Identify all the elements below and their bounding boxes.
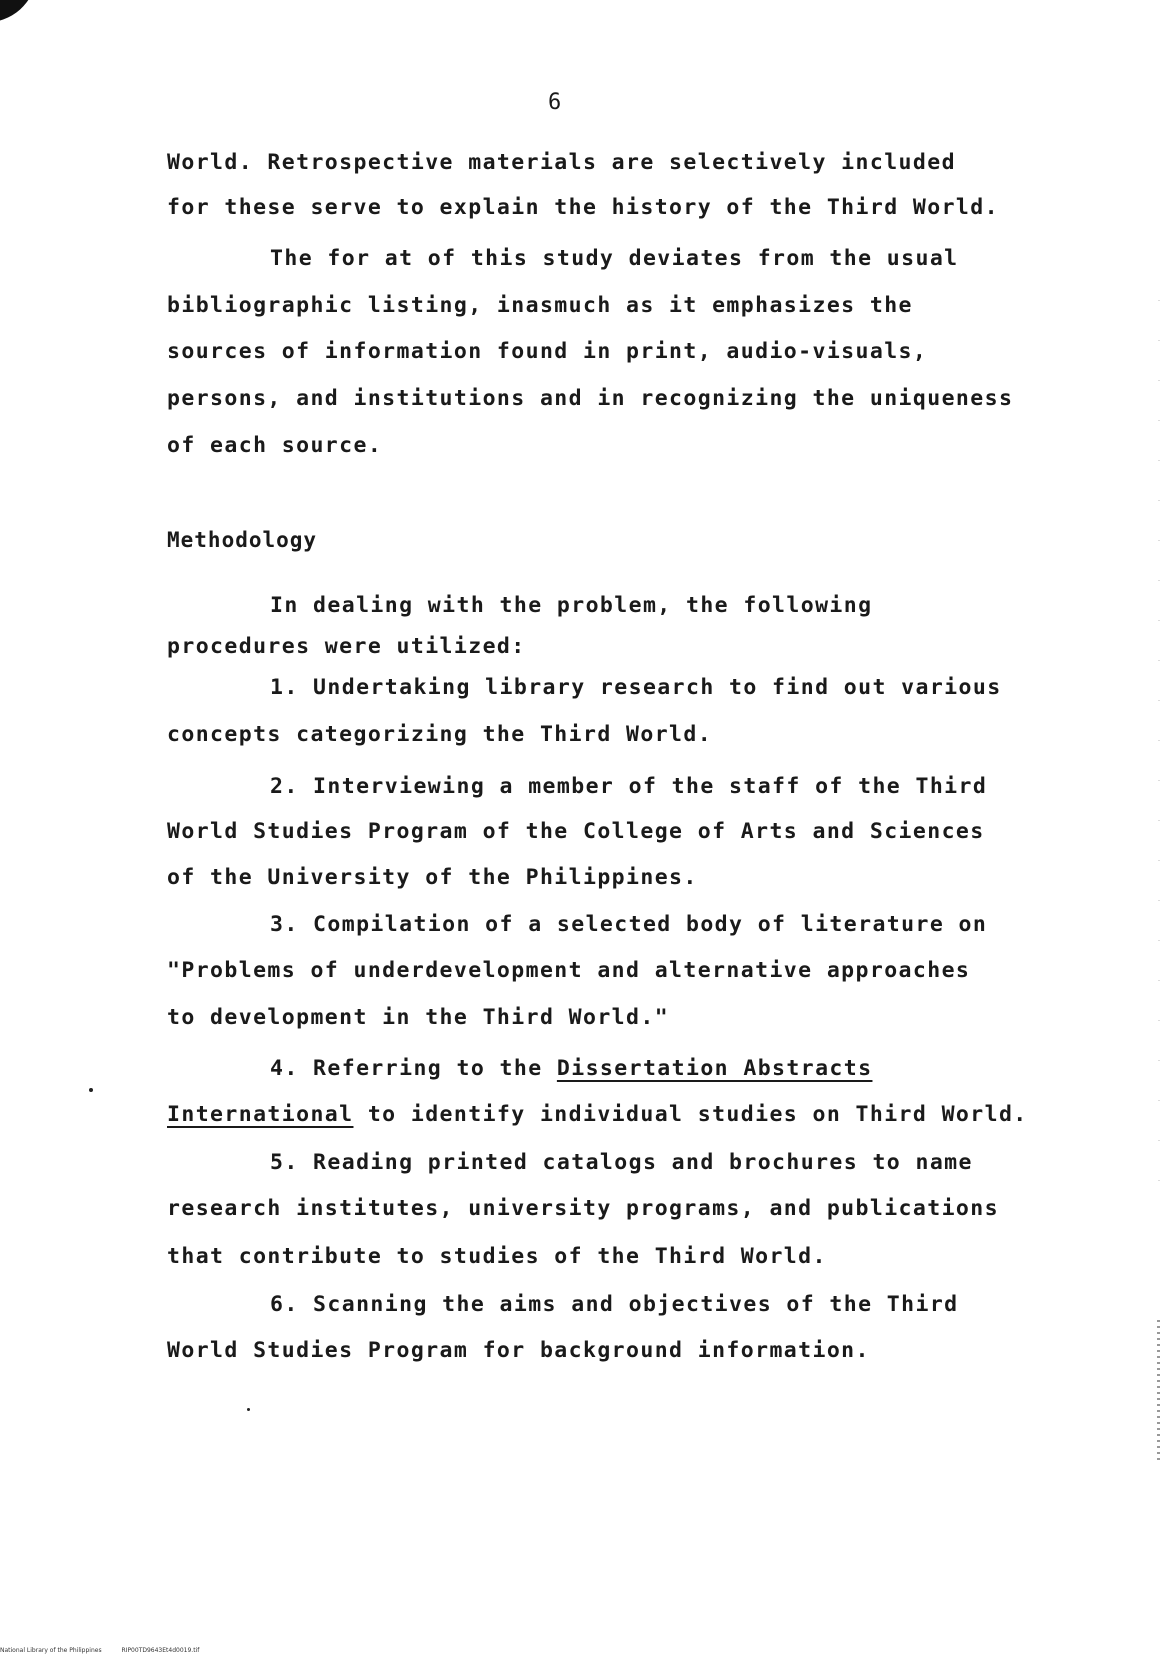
section-heading: Methodology bbox=[167, 528, 318, 552]
list-item-line: 2. Interviewing a member of the staff of the Third bbox=[270, 774, 988, 799]
scan-edge-artifact bbox=[1158, 300, 1160, 1200]
footer-source: National Library of the Philippines bbox=[0, 1647, 102, 1654]
list-item-line: World Studies Program of the College of Arts and Sciences bbox=[167, 819, 985, 844]
paragraph-line: World. Retrospective materials are selectively included bbox=[167, 150, 956, 175]
publication-title: Dissertation Abstracts bbox=[556, 1056, 873, 1081]
list-item-line: of the University of the Philippines. bbox=[167, 865, 698, 890]
list-item-line: 6. Scanning the aims and objectives of the Third bbox=[270, 1292, 959, 1317]
list-item-line bbox=[167, 1100, 1028, 1130]
page-number: 6 bbox=[548, 90, 562, 115]
list-item-line: "Problems of underdevelopment and alternative approaches bbox=[167, 958, 971, 983]
paragraph-line: The for at of this study deviates from the usual bbox=[270, 246, 959, 271]
paragraph-line: persons, and institutions and in recognizing the uniqueness bbox=[167, 386, 1014, 411]
list-item-line: to development in the Third World." bbox=[167, 1005, 670, 1030]
list-item-line bbox=[270, 1054, 872, 1084]
scan-edge-artifact bbox=[1157, 1320, 1160, 1460]
scan-speck bbox=[89, 1088, 93, 1092]
list-item-line: 5. Reading printed catalogs and brochures to name bbox=[270, 1150, 973, 1175]
list-item-text: to identify individual studies on Third World. bbox=[353, 1102, 1028, 1127]
paragraph-line: procedures were utilized: bbox=[167, 634, 526, 659]
paragraph-line: bibliographic listing, inasmuch as it emphasizes the bbox=[167, 293, 913, 318]
list-item-line: 1. Undertaking library research to find out various bbox=[270, 675, 1002, 700]
scan-corner-mark bbox=[0, 0, 43, 25]
scan-speck bbox=[247, 1408, 250, 1411]
list-item-line: research institutes, university programs, and publications bbox=[167, 1196, 999, 1221]
list-item-line: 3. Compilation of a selected body of literature on bbox=[270, 912, 988, 937]
list-item-line: that contribute to studies of the Third World. bbox=[167, 1244, 827, 1269]
paragraph-line: for these serve to explain the history of the Third World. bbox=[167, 195, 999, 220]
paragraph-line: sources of information found in print, audio-visuals, bbox=[167, 339, 928, 364]
paragraph-line: In dealing with the problem, the following bbox=[270, 593, 873, 618]
list-item-text: 4. Referring to the bbox=[270, 1056, 557, 1081]
list-item-line: concepts categorizing the Third World. bbox=[167, 722, 713, 747]
list-item-line: World Studies Program for background information. bbox=[167, 1338, 870, 1363]
publication-title: International bbox=[167, 1102, 354, 1127]
paragraph-line: of each source. bbox=[167, 433, 383, 458]
footer-file-id: RIP00TD9643Et4d0019.tif bbox=[121, 1647, 200, 1654]
scan-footer bbox=[0, 1647, 217, 1654]
